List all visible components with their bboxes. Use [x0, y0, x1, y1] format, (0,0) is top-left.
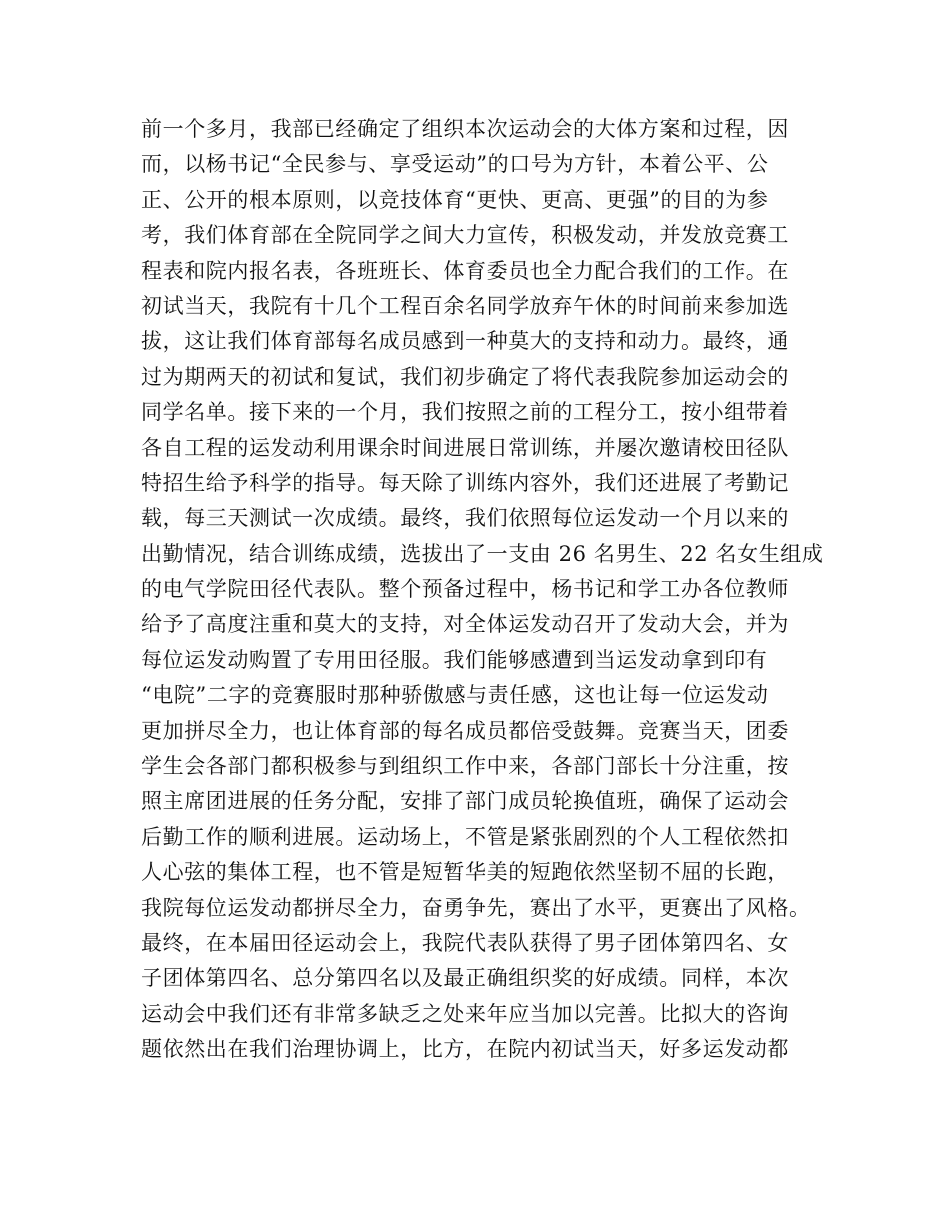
text-line: 我院每位运发动都拼尽全力，奋勇争先，赛出了水平，更赛出了风格。 — [141, 895, 811, 920]
text-line: 载，每三天测试一次成绩。最终，我们依照每位运发动一个月以来的 — [141, 506, 789, 531]
text-line: 后勤工作的顺利进展。运动场上，不管是紧张剧烈的个人工程依然扣 — [141, 824, 789, 849]
text-line: 运动会中我们还有非常多缺乏之处来年应当加以完善。比拟大的咨询 — [141, 1001, 789, 1026]
text-line: 人心弦的集体工程，也不管是短暂华美的短跑依然坚韧不屈的长跑， — [141, 860, 789, 885]
text-line: 程表和院内报名表，各班班长、体育委员也全力配合我们的工作。在 — [141, 258, 789, 283]
text-line: 考，我们体育部在全院同学之间大力宣传，积极发动，并发放竞赛工 — [141, 223, 789, 248]
text-line: 正、公开的根本原则，以竞技体育“更快、更高、更强”的目的为参 — [141, 187, 769, 212]
text-line: 子团体第四名、总分第四名以及最正确组织奖的好成绩。同样，本次 — [141, 966, 789, 991]
text-line: 最终，在本届田径运动会上，我院代表队获得了男子团体第四名、女 — [141, 930, 789, 955]
text-line: 拔，这让我们体育部每名成员感到一种莫大的支持和动力。最终，通 — [141, 329, 789, 354]
text-line: 题依然出在我们治理协调上，比方，在院内初试当天，好多运发动都 — [141, 1037, 789, 1062]
text-line: 特招生给予科学的指导。每天除了训练内容外，我们还进展了考勤记 — [141, 470, 789, 495]
text-line: 照主席团进展的任务分配，安排了部门成员轮换值班，确保了运动会 — [141, 789, 789, 814]
text-line: 出勤情况，结合训练成绩，选拔出了一支由 26 名男生、22 名女生组成 — [141, 541, 824, 566]
text-line: 初试当天，我院有十几个工程百余名同学放弃午休的时间前来参加选 — [141, 293, 789, 318]
text-line: 给予了高度注重和莫大的支持，对全体运发动召开了发动大会，并为 — [141, 612, 789, 637]
text-line: 更加拼尽全力，也让体育部的每名成员都倍受鼓舞。竞赛当天，团委 — [141, 718, 789, 743]
body-text — [141, 112, 841, 1068]
text-line: 而，以杨书记“全民参与、享受运动”的口号为方针，本着公平、公 — [141, 152, 769, 177]
text-line: 学生会各部门都积极参与到组织工作中来，各部门部长十分注重，按 — [141, 754, 789, 779]
text-line: 过为期两天的初试和复试，我们初步确定了将代表我院参加运动会的 — [141, 364, 789, 389]
text-line: 同学名单。接下来的一个月，我们按照之前的工程分工，按小组带着 — [141, 400, 789, 425]
text-line: 每位运发动购置了专用田径服。我们能够感遭到当运发动拿到印有 — [141, 647, 768, 672]
text-line: 各自工程的运发动利用课余时间进展日常训练，并屡次邀请校田径队 — [141, 435, 789, 460]
text-line: 的电气学院田径代表队。整个预备过程中，杨书记和学工办各位教师 — [141, 577, 789, 602]
text-line: “电院”二字的竞赛服时那种骄傲感与责任感，这也让每一位运发动 — [141, 683, 769, 708]
text-line: 前一个多月，我部已经确定了组织本次运动会的大体方案和过程，因 — [141, 117, 789, 141]
